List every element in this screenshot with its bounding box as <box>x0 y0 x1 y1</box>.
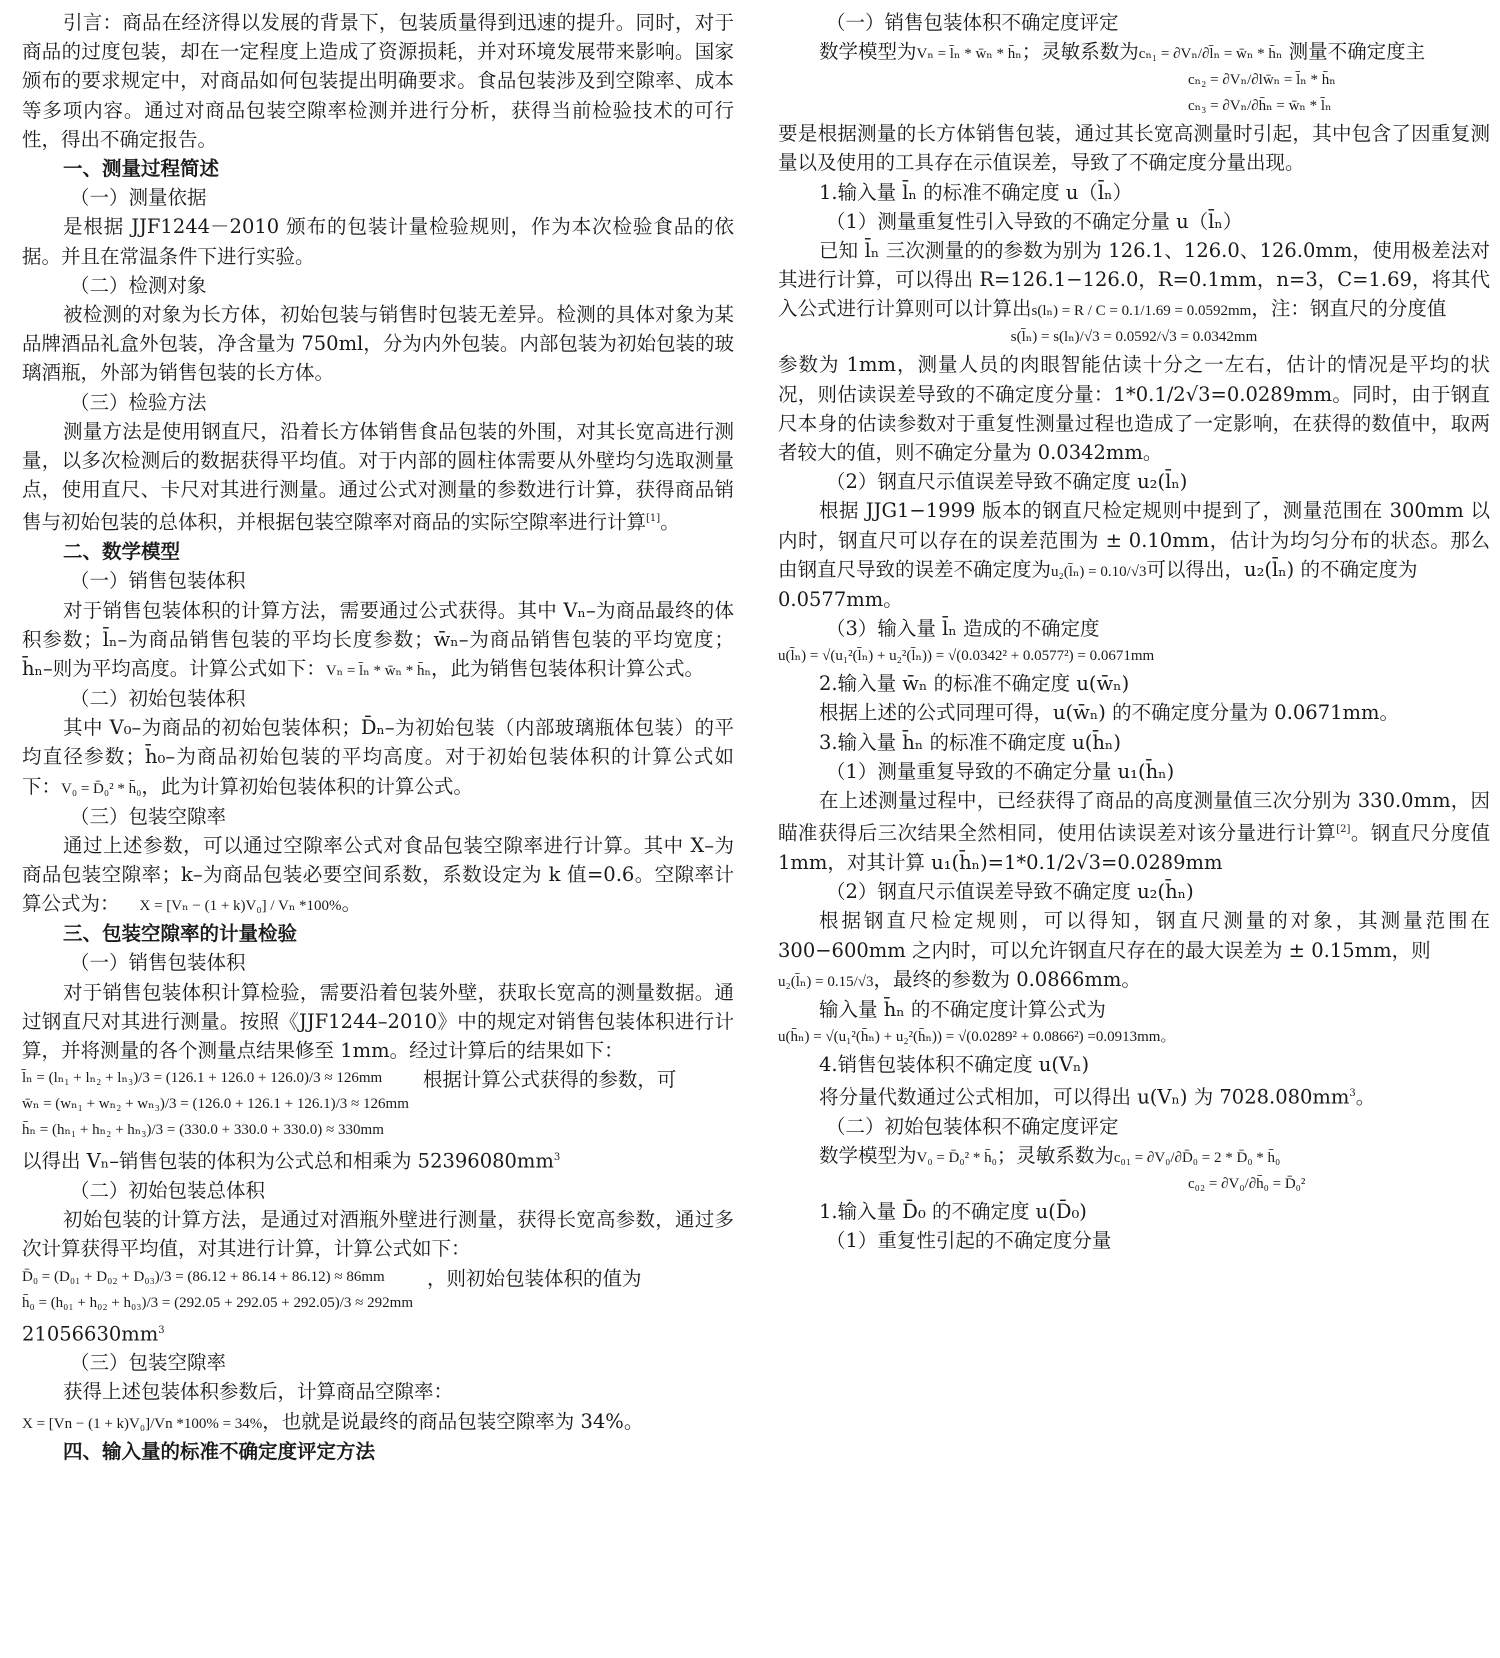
initial-measure-block <box>22 1264 734 1316</box>
width-average-equation: w̄ₙ = (wₙ₁ + wₙ₂ + wₙ₃)/3 = (126.0 + 126.1 + 126.1)/3 ≈ 126mm <box>22 1096 409 1113</box>
initial-model-line <box>778 1141 1490 1171</box>
section-3-2-heading: （二）初始包装总体积 <box>70 1178 266 1202</box>
section-1-2-heading: （二）检测对象 <box>70 273 207 297</box>
input-l-combined-heading: （3）输入量 l̄ₙ 造成的不确定度 <box>826 617 1100 641</box>
section-2-3-body: 通过上述参数，可以通过空隙率公式对食品包装空隙率进行计算。其中 X–为商品包装空隙率；k–为商品包装必要空间系数，系数设定为 k 值=0.6。空隙率计算公式为： <box>22 833 734 916</box>
input-d-repeat-heading: （1）重复性引起的不确定度分量 <box>826 1229 1112 1253</box>
section-2-heading: 二、数学模型 <box>63 540 181 564</box>
sales-measure-equations <box>22 1065 409 1143</box>
section-2-2-text <box>22 713 734 801</box>
section-2-1-body: 对于销售包装体积的计算方法，需要通过公式获得。其中 Vₙ–为商品最终的体积参数；l̄ₙ–为商品销售包装的平均长度参数；w̄ₙ–为商品销售包装的平均宽度；h̄ₙ–则为平均高度。计算公式如下： <box>22 598 734 680</box>
sales-measure-side-text: 根据计算公式获得的参数，可 <box>422 1068 677 1092</box>
section-3-1-heading: （一）销售包装体积 <box>70 951 246 975</box>
input-h-repeat-body: 在上述测量过程中，已经获得了商品的高度测量值三次分别为 330.0mm，因瞄准获得后三次结果全然相同，使用估读误差对该分量进行计算 <box>778 789 1490 845</box>
std-dev-equation: s(l̄ₙ) = s(lₙ)/√3 = 0.0592/√3 = 0.0342mm <box>1010 329 1258 346</box>
input-h-heading: 3.输入量 h̄ₙ 的标准不确定度 u(h̄ₙ) <box>819 730 1121 754</box>
initial-measure-side-text: ，则初始包装体积的值为 <box>427 1266 642 1290</box>
input-w-text: 根据上述的公式同理可得，u(w̄ₙ) 的不确定度分量为 0.0671mm。 <box>819 701 1400 725</box>
sales-model-line <box>778 37 1490 67</box>
input-l-repeat-text-2: 参数为 1mm，测量人员的肉眼智能估读十分之一左右，估计的情况是平均的状况，则估读误差导致的不确定度分量：1*0.1/2√3=0.0289mm。同时，由于钢直尺本身的估读参数对于重复性测量过程也造成了一定影响，在获得的数值中，取两者较大的值，则不确定分量为 0.0342mm。 <box>778 353 1490 465</box>
section-2-2-after: ，此为计算初始包装体积的计算公式。 <box>141 774 473 798</box>
section-1-3-end: 。 <box>660 510 680 534</box>
input-d-heading: 1.输入量 D̄₀ 的不确定度 u(D̄₀) <box>819 1200 1087 1224</box>
sales-model-label: 数学模型为 <box>819 40 917 64</box>
initial-model-formula: V₀ = D̄₀² * h̄₀ <box>916 1150 997 1167</box>
initial-measure-equations <box>22 1264 413 1316</box>
sales-volume-uncertainty-text <box>778 1079 1490 1112</box>
citation-1: [1] <box>646 513 661 525</box>
section-3-2-text: 初始包装的计算方法，是通过对酒瓶外壁进行测量，获得长宽高参数，通过多次计算获得平均值，对其进行计算，计算公式如下： <box>22 1208 734 1261</box>
void-rate-result-formula: X = [Vn − (1 + k)V₀]/Vn *100% = 34% <box>22 1415 263 1432</box>
input-l-ruler-mid: 可以得出，u₂(l̄ₙ) 的不确定度为 <box>1146 557 1418 581</box>
section-1-2-text: 被检测的对象为长方体，初始包装与销售时包装无差异。检测的具体对象为某品牌酒品礼盒外包装，净含量为 750ml，分为内外包装。内部包装为初始包装的玻璃酒瓶，外部为销售包装的长方体。 <box>22 303 734 385</box>
section-2-3-heading: （三）包装空隙率 <box>70 804 227 828</box>
input-h-combined-equation: u(h̄ₙ) = √(u₁²(h̄ₙ) + u₂²(h̄ₙ)) = √(0.0289² + 0.0866²) =0.0913mm。 <box>778 1028 1176 1045</box>
height-average-equation: h̄ₙ = (hₙ₁ + hₙ₂ + hₙ₃)/3 = (330.0 + 330.0 + 330.0) ≈ 330mm <box>22 1122 384 1139</box>
section-3-heading: 三、包装空隙率的计量检验 <box>63 922 298 946</box>
intro-paragraph: 引言：商品在经济得以发展的背景下，包装质量得到迅速的提升。同时，对于商品的过度包装，却在一定程度上造成了资源损耗，并对环境发展带来影响。国家颁布的要求规定中，对商品如何包装提出明确要求。食品包装涉及到空隙率、成本等多项内容。通过对商品包装空隙率检测并进行分析，获得当前检验技术的可行性，得出不确定报告。 <box>22 11 734 151</box>
section-1-3-text <box>22 417 734 537</box>
sales-model-tail: 测量不确定度主 <box>1288 40 1426 64</box>
input-h-repeat-heading: （1）测量重复导致的不确定分量 u₁(h̄ₙ) <box>826 759 1175 783</box>
initial-volume-result-text: 21056630mm <box>22 1322 159 1346</box>
right-section-1-heading: （一）销售包装体积不确定度评定 <box>826 11 1119 34</box>
sales-volume-result <box>22 1143 734 1176</box>
input-h-ruler-after: ，最终的参数为 0.0866mm。 <box>873 967 1141 991</box>
section-3-1-text: 对于销售包装体积计算检验，需要沿着包装外壁，获取长宽高的测量数据。通过钢直尺对其进行测量。按照《JJF1244–2010》中的规定对销售包装体积进行计算，并将测量的各个测量点结果修至 1mm。经过计算后的结果如下： <box>22 980 734 1062</box>
input-l-ruler-heading: （2）钢直尺示值误差导致不确定度 u₂(l̄ₙ) <box>826 470 1188 494</box>
sales-volume-uncertainty-sup: 3 <box>1349 1088 1356 1100</box>
sales-volume-uncertainty-end: 。 <box>1355 1085 1376 1109</box>
void-rate-result-text: ，也就是说最终的商品包装空隙率为 34%。 <box>262 1409 644 1433</box>
right-column <box>778 8 1490 1256</box>
input-h-ruler-formula: u₂(l̄ₙ) = 0.15/√3 <box>778 973 874 990</box>
input-l-repeat-note: ，注：钢直尺的分度值 <box>1251 297 1447 321</box>
length-average-equation: l̄ₙ = (lₙ₁ + lₙ₂ + lₙ₃)/3 = (126.1 + 126.0 + 126.0)/3 ≈ 126mm <box>22 1070 383 1087</box>
sales-volume-result-text: 以得出 Vₙ–销售包装的体积为公式总和相乘为 52396080mm <box>22 1149 554 1173</box>
input-h-combined-heading: 输入量 h̄ₙ 的不确定度计算公式为 <box>819 997 1106 1021</box>
section-1-3-body: 测量方法是使用钢直尺，沿着长方体销售食品包装的外围，对其长宽高进行测量，以多次检测后的数据获得平均值。对于内部的圆柱体需要从外壁均匀选取测量点，使用直尺、卡尺对其进行测量。通过公式对测量的参数进行计算，获得商品销售与初始包装的总体积，并根据包装空隙率对商品的实际空隙率进行计算 <box>22 419 734 534</box>
input-l-heading: 1.输入量 l̄ₙ 的标准不确定度 u（l̄ₙ） <box>819 180 1133 204</box>
input-l-repeat-heading: （1）测量重复性引入导致的不确定分量 u（l̄ₙ） <box>826 209 1243 233</box>
sensitivity-cn1: cₙ₁ = ∂Vₙ/∂l̄ₙ = w̄ₙ * h̄ₙ <box>1138 46 1283 63</box>
sales-volume-formula: Vₙ = l̄ₙ * w̄ₙ * h̄ₙ <box>325 662 431 679</box>
input-w-heading: 2.输入量 w̄ₙ 的标准不确定度 u(w̄ₙ) <box>819 672 1130 696</box>
initial-volume-formula: V₀ = D̄₀² * h̄₀ <box>61 780 142 797</box>
right-section-2-heading: （二）初始包装体积不确定度评定 <box>826 1114 1119 1138</box>
input-l-combined-equation: u(l̄ₙ) = √(u₁²(l̄ₙ) + u₂²(l̄ₙ)) = √(0.0342² + 0.0577²) = 0.0671mm <box>778 648 1155 665</box>
input-h-repeat-text <box>778 786 1490 877</box>
initial-model-label: 数学模型为 <box>819 1144 917 1168</box>
input-h-repeat-body-2: 。钢直尺分度值 1mm，对其计算 u₁(h̄ₙ)=1*0.1/2√3=0.0289mm <box>778 821 1490 874</box>
section-2-2-heading: （二）初始包装体积 <box>70 686 246 710</box>
sales-sensitivity-label: ；灵敏系数为 <box>1021 40 1139 64</box>
input-l-repeat-body: 已知 l̄ₙ 三次测量的的参数为别为 126.1、126.0、126.0mm，使用极差法对其进行计算，可以得出 R=126.1−126.0，R=0.1mm，n=3，C=1.69，将其代入公式进行计算则可以计算出 <box>778 239 1490 321</box>
sales-model-formula: Vₙ = l̄ₙ * w̄ₙ * h̄ₙ <box>916 46 1022 63</box>
diameter-average-equation: D̄₀ = (D₀₁ + D₀₂ + D₀₃)/3 = (86.12 + 86.14 + 86.12) ≈ 86mm <box>22 1268 385 1285</box>
section-1-1-text: 是根据 JJF1244－2010 颁布的包装计量检验规则，作为本次检验食品的依据。并且在常温条件下进行实验。 <box>22 215 734 268</box>
input-l-ruler-result: 0.0577mm。 <box>778 587 903 611</box>
initial-height-average-equation: h̄₀ = (h₀₁ + h₀₂ + h₀₃)/3 = (292.05 + 292.05 + 292.05)/3 ≈ 292mm <box>22 1294 413 1311</box>
sales-uncertainty-intro: 要是根据测量的长方体销售包装，通过其长宽高测量时引起，其中包含了因重复测量以及使用的工具存在示值误差，导致了不确定度分量出现。 <box>778 122 1490 175</box>
section-2-3-after: 。 <box>341 892 362 916</box>
sensitivity-c01: c₀₁ = ∂V₀/∂D̄₀ = 2 * D̄₀ * h̄₀ <box>1113 1150 1281 1167</box>
input-l-ruler-body: 根据 JJG1−1999 版本的钢直尺检定规则中提到了，测量范围在 300mm 以内时，钢直尺可以存在的误差范围为 ± 0.10mm，估计为均匀分布的状态。那么由钢直尺导致的误差不确定度为 <box>778 499 1490 581</box>
input-l-ruler-text <box>778 496 1490 584</box>
sales-volume-unit-sup: 3 <box>553 1152 561 1164</box>
range-method-formula: s(lₙ) = R / C = 0.1/1.69 = 0.0592mm <box>1031 303 1252 320</box>
initial-volume-result <box>22 1316 734 1349</box>
input-l-repeat-text <box>778 236 1490 324</box>
sales-measure-block <box>22 1065 734 1143</box>
section-2-1-text <box>22 596 734 684</box>
section-3-3-heading: （三）包装空隙率 <box>70 1351 227 1375</box>
initial-volume-unit-sup: 3 <box>158 1324 165 1336</box>
section-1-heading: 一、测量过程简述 <box>63 157 220 181</box>
section-2-3-text <box>22 831 734 919</box>
sales-volume-uncertainty-body: 将分量代数通过公式相加，可以得出 u(Vₙ) 为 7028.080mm <box>819 1085 1350 1109</box>
void-rate-result <box>22 1407 734 1437</box>
section-3-3-text: 获得上述包装体积参数后，计算商品空隙率： <box>63 1380 454 1404</box>
void-rate-formula: X = [Vₙ − (1 + k)V₀] / Vₙ *100% <box>139 898 342 915</box>
section-1-3-heading: （三）检验方法 <box>70 390 207 414</box>
initial-sensitivity-label: ；灵敏系数为 <box>996 1144 1114 1168</box>
sensitivity-cn3: cₙ₃ = ∂Vₙ/∂h̄ₙ = w̄ₙ * l̄ₙ <box>1188 98 1332 115</box>
section-1-1-heading: （一）测量依据 <box>70 186 207 210</box>
citation-2: [2] <box>1336 824 1351 836</box>
input-h-ruler-result <box>778 965 1490 995</box>
left-column <box>22 8 734 1466</box>
sensitivity-cn2: cₙ₂ = ∂Vₙ/∂lw̄ₙ = l̄ₙ * h̄ₙ <box>1188 72 1336 89</box>
section-2-1-heading: （一）销售包装体积 <box>70 569 246 593</box>
section-2-2-body: 其中 V₀–为商品的初始包装体积；D̄ₙ–为初始包装（内部玻璃瓶体包装）的平均直径参数；h̄₀–为商品初始包装的平均高度。对于初始包装体积的计算公式如下： <box>22 716 734 798</box>
section-2-1-after: ，此为销售包装体积计算公式。 <box>431 656 705 680</box>
input-h-ruler-heading: （2）钢直尺示值误差导致不确定度 u₂(h̄ₙ) <box>826 880 1194 904</box>
input-h-ruler-text: 根据钢直尺检定规则，可以得知，钢直尺测量的对象，其测量范围在 300−600mm 之内时，可以允许钢直尺存在的最大误差为 ± 0.15mm，则 <box>778 909 1490 962</box>
ruler-error-formula: u₂(l̄ₙ) = 0.10/√3 <box>1051 563 1147 580</box>
sensitivity-c02: c₀₂ = ∂V₀/∂h̄₀ = D̄₀² <box>1188 1176 1306 1193</box>
sales-volume-uncertainty-heading: 4.销售包装体积不确定度 u(Vₙ) <box>819 1052 1090 1076</box>
section-4-heading: 四、输入量的标准不确定度评定方法 <box>63 1439 376 1463</box>
